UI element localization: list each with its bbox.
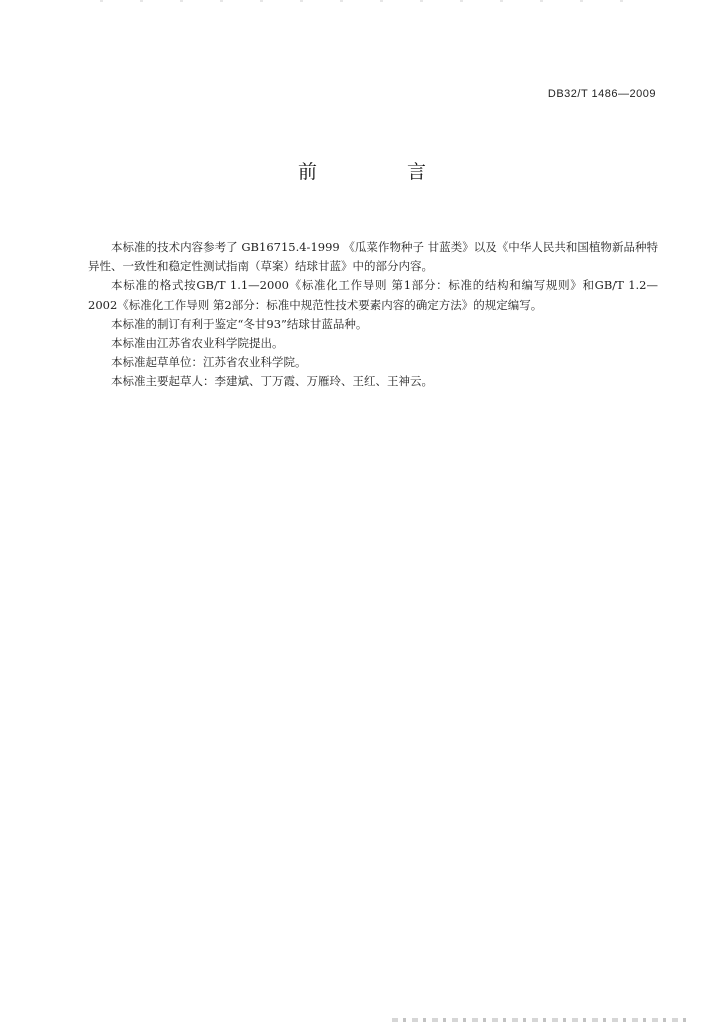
paragraph-purpose: 本标准的制订有利于鉴定“冬甘93”结球甘蓝品种。: [111, 316, 368, 331]
scan-artifact-bottom: [392, 1018, 692, 1022]
paragraph-proposer: 本标准由江苏省农业科学院提出。: [111, 336, 284, 351]
paragraph-format: 本标准的格式按GB/T 1.1—2000《标准化工作导则 第1部分：标准的结构和编写规则》和GB/T 1.2—2002《标准化工作导则 第2部分：标准中规范性技术要素内容的确定方法》的规定编写。: [88, 278, 658, 312]
paragraph-drafters: 本标准主要起草人：李建斌、丁万霞、万雁玲、王红、王神云。: [111, 374, 433, 389]
standard-code: DB32/T 1486—2009: [547, 88, 656, 100]
paragraph-reference: 本标准的技术内容参考了 GB16715.4-1999 《瓜菜作物种子 甘蓝类》以及《中华人民共和国植物新品种特异性、一致性和稳定性测试指南（草案）结球甘蓝》中的部分内容。: [88, 240, 658, 274]
paragraph-drafting-unit: 本标准起草单位：江苏省农业科学院。: [111, 355, 307, 370]
scan-artifact-top: [100, 0, 640, 2]
page-title: 前 言: [297, 161, 469, 183]
foreword-body: [88, 238, 658, 392]
